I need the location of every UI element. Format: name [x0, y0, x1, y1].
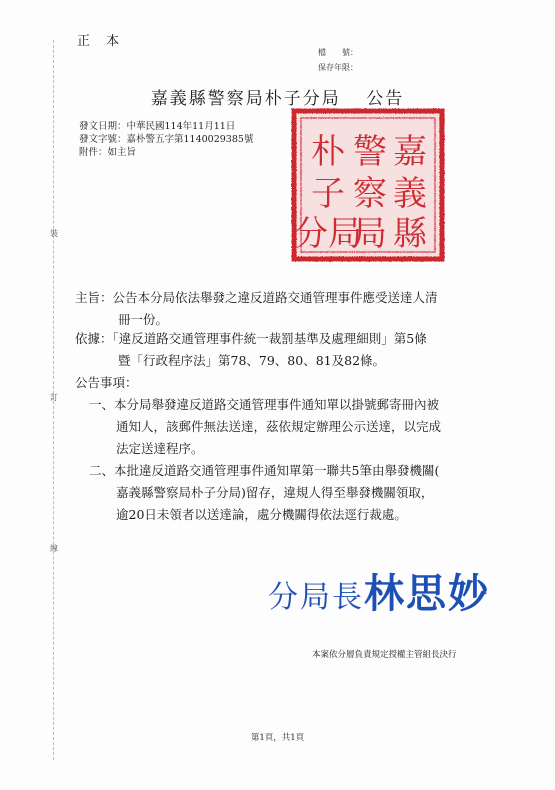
subject-line-1 [75, 287, 438, 309]
page-number: 第1頁，共1頁 [250, 733, 305, 743]
document-title [0, 84, 555, 109]
binding-mark-ding: 訂 [50, 393, 58, 402]
svg-text:分局: 分局 [294, 214, 362, 254]
notice-item-1-text-3: 法定送達程序。 [116, 441, 204, 456]
attachment-note: 附件：如主旨 [79, 147, 137, 158]
svg-text:警: 警 [353, 132, 387, 172]
document-type: 公告 [366, 89, 405, 109]
subject-label: 主旨： [75, 290, 113, 305]
notice-item-1-line-1 [89, 394, 439, 416]
svg-text:縣: 縣 [393, 214, 427, 254]
authorization-note: 本案依分層負責規定授權主管組長決行 [312, 650, 457, 660]
svg-text:朴: 朴 [311, 132, 345, 172]
notice-item-1-text-2: 通知人，該郵件無法送達，茲依規定辦理公示送達，以完成 [116, 419, 442, 434]
svg-text:局: 局 [353, 214, 387, 254]
file-number-label: 檔 號： [318, 48, 358, 57]
notice-item-2-text-1: 本批違反道路交通管理事件通知單第一聯共5筆由舉發機關( [114, 463, 440, 478]
retention-label: 保存年限： [318, 63, 358, 72]
svg-text:察: 察 [353, 174, 387, 214]
notice-item-2-marker: 二、 [89, 463, 115, 478]
issuing-organization: 嘉義縣警察局朴子分局 [150, 89, 341, 109]
subject-text-2: 冊一份。 [118, 312, 169, 327]
svg-text:子: 子 [311, 174, 345, 214]
issue-date: 發文日期：中華民國114年11月11日 [79, 121, 236, 132]
notice-item-2-line-1 [89, 460, 439, 482]
notice-item-1-marker: 一、 [89, 397, 115, 412]
official-seal [288, 105, 448, 265]
svg-text:義: 義 [393, 174, 427, 214]
notice-item-2-text-2: 嘉義縣警察局朴子分局)留存，違規人得至舉發機關領取， [116, 485, 434, 500]
notice-heading: 公告事項： [75, 375, 138, 390]
copy-mark: 正 本 [77, 34, 126, 49]
subject-text-1: 公告本分局依法舉發之違反道路交通管理事件應受送達人清 [112, 290, 438, 305]
signature-title: 分局長 [268, 580, 364, 615]
basis-line-1 [75, 328, 427, 350]
basis-label: 依據： [75, 331, 113, 346]
svg-text:嘉: 嘉 [393, 132, 427, 172]
basis-text-2: 暨「行政程序法」第78、79、80、81及82條。 [118, 353, 386, 368]
notice-item-1-text-1: 本分局舉發違反道路交通管理事件通知單以掛號郵寄冊內被 [114, 397, 440, 412]
signature-name: 林思妙 [364, 571, 490, 617]
chief-signature [268, 562, 490, 619]
binding-mark-xian: 線 [50, 544, 58, 553]
notice-item-2-text-3: 逾20日未領者以送達論，處分機關得依法逕行裁處。 [116, 507, 407, 522]
issue-number: 發文字號：嘉朴警五字第1140029385號 [79, 134, 254, 145]
basis-text-1: 「違反道路交通管理事件統一裁罰基準及處理細則」第5條 [112, 331, 427, 346]
binding-mark-zhuang: 裝 [50, 229, 58, 238]
